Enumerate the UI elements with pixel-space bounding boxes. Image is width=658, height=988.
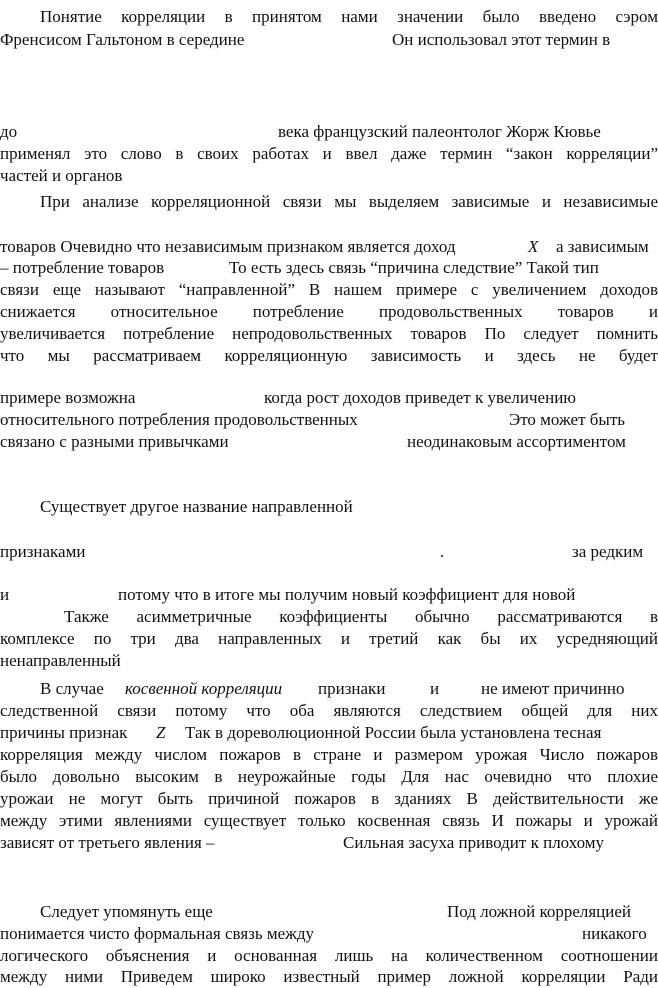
text-segment: и	[0, 585, 10, 604]
text-segment: урожаи не могут быть причиной пожаров в зданиях В действительности же	[0, 789, 658, 808]
text-segment: не имеют причинно	[481, 679, 625, 698]
text-segment: увеличивается потребление непродовольственных товаров По следует помнить	[0, 324, 658, 343]
text-segment: Френсисом Гальтоном в середине	[0, 30, 245, 49]
text-segment: и	[430, 679, 440, 698]
text-segment: признаками	[0, 542, 86, 561]
text-line-13	[0, 387, 658, 409]
text-line-26	[0, 766, 658, 788]
text-segment: никакого	[582, 924, 647, 943]
text-segment: Сильная засуха приводит к плохому	[343, 833, 605, 852]
text-segment: было довольно высоким в неурожайные годы Для нас очевидно что плохие	[0, 767, 658, 786]
text-segment: комплексе по три два направленных и третий как бы их усредняющий	[0, 629, 658, 648]
text-segment: между этими явлениями существует только косвенная связь И пожары и урожай	[0, 811, 658, 830]
text-line-21	[0, 650, 658, 672]
text-line-14	[0, 409, 658, 431]
text-segment: неодинаковым ассортиментом	[407, 432, 626, 451]
text-segment: что мы рассматриваем корреляционную зависимость и здесь не будет	[0, 346, 658, 365]
text-line-5	[0, 165, 658, 187]
text-segment: Существует другое название направленной	[40, 497, 353, 516]
text-segment: века французский палеонтолог Жорж Кювье	[278, 122, 601, 141]
text-line-6	[0, 191, 658, 213]
text-line-7	[0, 236, 658, 258]
text-segment: между ними Приведем широко известный пример ложной корреляции Ради	[0, 967, 658, 986]
text-segment: причины признак	[0, 723, 128, 742]
text-segment: – потребление товаров	[0, 258, 165, 277]
text-segment: а зависимым	[556, 237, 649, 256]
text-line-18	[0, 584, 658, 606]
text-segment: связи еще называют “направленной” В нашем примере с увеличением доходов	[0, 280, 658, 299]
text-line-12	[0, 345, 658, 367]
text-segment: относительного потребления продовольственных	[0, 410, 358, 429]
text-segment: Так в дореволюционной России была установлена тесная	[185, 723, 602, 742]
text-line-31	[0, 923, 658, 945]
text-line-30	[0, 901, 658, 923]
text-segment: зависят от третьего явления –	[0, 833, 215, 852]
text-line-22	[0, 678, 658, 700]
text-line-1	[0, 6, 658, 28]
text-segment: до	[0, 122, 18, 141]
text-line-15	[0, 431, 658, 453]
text-line-32	[0, 945, 658, 967]
text-segment: логического объяснения и основанная лишь на количественном соотношении	[0, 946, 658, 965]
text-segment: потому что в итоге мы получим новый коэффициент для новой	[118, 585, 576, 604]
text-segment: признаки	[318, 679, 386, 698]
text-line-28	[0, 810, 658, 832]
text-segment: Это может быть	[509, 410, 626, 429]
text-line-20	[0, 628, 658, 650]
text-line-4	[0, 143, 658, 165]
text-line-10	[0, 301, 658, 323]
text-segment: корреляция между числом пожаров в стране и размером урожая Число пожаров	[0, 745, 658, 764]
text-segment: товаров Очевидно что независимым признаком является доход	[0, 237, 456, 256]
text-segment: частей и органов	[0, 166, 123, 185]
text-segment-italic: косвенной корреляции	[125, 679, 283, 698]
text-segment: за редким	[572, 542, 644, 561]
text-line-29	[0, 832, 658, 854]
text-segment: применял это слово в своих работах и ввел даже термин “закон корреляции”	[0, 144, 658, 163]
text-segment: .	[440, 542, 445, 561]
text-line-9	[0, 279, 658, 301]
text-segment: снижается относительное потребление продовольственных товаров и	[0, 302, 658, 321]
text-segment: ненаправленный	[0, 651, 121, 670]
text-line-8	[0, 257, 658, 279]
text-line-16	[0, 496, 658, 518]
text-segment: следственной связи потому что оба являются следствием общей для них	[0, 701, 658, 720]
text-line-23	[0, 700, 658, 722]
text-line-2	[0, 29, 658, 51]
text-segment: То есть здесь связь “причина следствие” Такой тип	[229, 258, 599, 277]
text-line-33	[0, 966, 658, 988]
text-line-19	[0, 606, 658, 628]
text-line-24	[0, 722, 658, 744]
text-line-25	[0, 744, 658, 766]
text-segment: При анализе корреляционной связи мы выделяем зависимые и независимые	[40, 192, 658, 211]
text-line-11	[0, 323, 658, 345]
text-segment: Также асимметричные коэффициенты обычно рассматриваются в	[64, 607, 658, 626]
text-segment: понимается чисто формальная связь между	[0, 924, 315, 943]
text-segment: когда рост доходов приведет к увеличению	[264, 388, 577, 407]
text-segment: В случае	[40, 679, 104, 698]
text-segment: Под ложной корреляцией	[447, 902, 632, 921]
text-segment: Понятие корреляции в принятом нами значении было введено сэром	[40, 7, 658, 26]
text-segment: связано с разными привычками	[0, 432, 229, 451]
text-segment: Следует упомянуть еще	[40, 902, 213, 921]
text-line-27	[0, 788, 658, 810]
text-segment: примере возможна	[0, 388, 136, 407]
text-segment-italic: X	[528, 237, 539, 256]
text-line-3	[0, 121, 658, 143]
text-segment-italic: Z	[156, 723, 166, 742]
text-line-17	[0, 541, 658, 563]
text-segment: Он использовал этот термин в	[392, 30, 611, 49]
